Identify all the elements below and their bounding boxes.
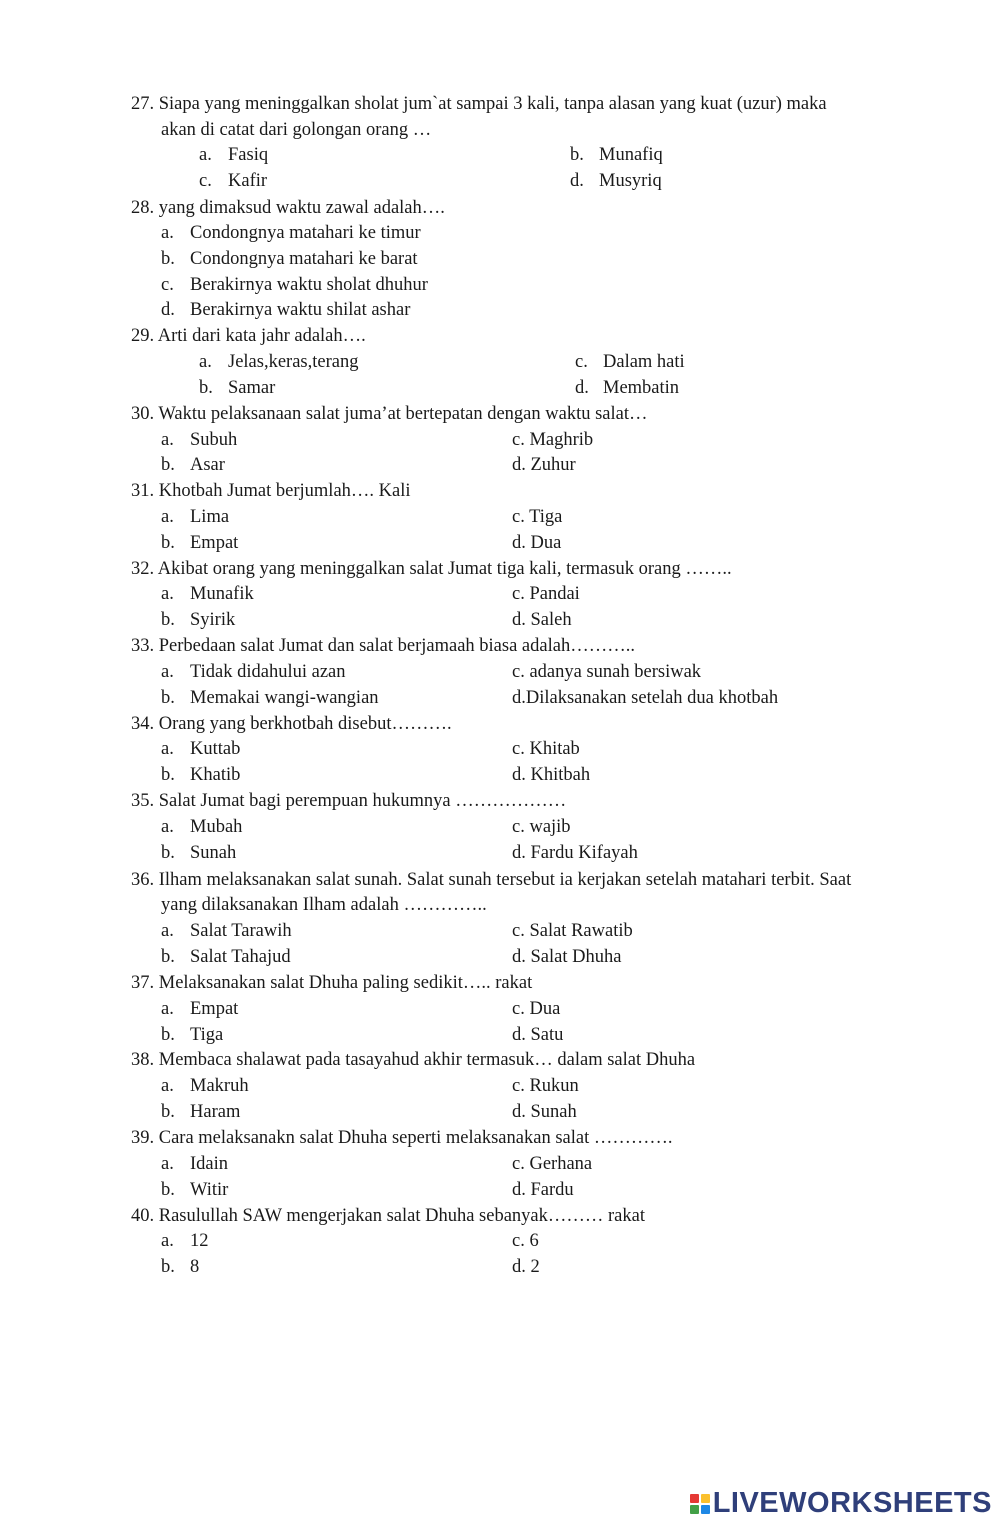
- q29-option-a-letter: a.: [199, 352, 212, 372]
- q34-question: 34. Orang yang berkhotbah disebut……….: [131, 714, 452, 734]
- q30-option-c: c. Maghrib: [512, 430, 594, 450]
- q39-option-c: c. Gerhana: [512, 1154, 593, 1174]
- q37-option-b-text: Tiga: [190, 1025, 224, 1045]
- q28-option-c-letter: c.: [161, 275, 174, 295]
- q30-option-b-letter: b.: [161, 455, 175, 475]
- logo-cell-green: [690, 1505, 699, 1514]
- q27-option-c-text: Kafir: [228, 171, 268, 191]
- q28-option-c-text: Berakirnya waktu sholat dhuhur: [190, 275, 428, 295]
- q30-option-b-text: Asar: [190, 455, 225, 475]
- q31-option-b-letter: b.: [161, 533, 175, 553]
- q33-option-b-letter: b.: [161, 688, 175, 708]
- q34-option-c: c. Khitab: [512, 739, 580, 759]
- logo-cell-blue: [701, 1505, 710, 1514]
- q34-option-b-text: Khatib: [190, 765, 241, 785]
- brand-name: LIVEWORKSHEETS: [712, 1487, 992, 1519]
- q38-option-b-text: Haram: [190, 1102, 241, 1122]
- q36-option-d: d. Salat Dhuha: [512, 947, 622, 967]
- q36-option-c: c. Salat Rawatib: [512, 921, 633, 941]
- q27-question-line2: akan di catat dari golongan orang …: [161, 120, 432, 140]
- q40-option-d: d. 2: [512, 1257, 540, 1277]
- q35-option-a-letter: a.: [161, 817, 174, 837]
- q40-option-a-letter: a.: [161, 1231, 174, 1251]
- q36-option-a-text: Salat Tarawih: [190, 921, 292, 941]
- q29-option-b-text: Samar: [228, 378, 276, 398]
- q29-option-c-text: Dalam hati: [603, 352, 685, 372]
- q39-option-a-letter: a.: [161, 1154, 174, 1174]
- q29-question: 29. Arti dari kata jahr adalah….: [131, 326, 366, 346]
- q35-option-b-text: Sunah: [190, 843, 237, 863]
- q33-question: 33. Perbedaan salat Jumat dan salat berjamaah biasa adalah………..: [131, 636, 635, 656]
- q38-option-c: c. Rukun: [512, 1076, 579, 1096]
- q34-option-a-text: Kuttab: [190, 739, 241, 759]
- q37-option-d: d. Satu: [512, 1025, 564, 1045]
- logo-cell-red: [690, 1494, 699, 1503]
- logo-cell-yellow: [701, 1494, 710, 1503]
- q39-option-b-text: Witir: [190, 1180, 229, 1200]
- q38-question: 38. Membaca shalawat pada tasayahud akhir termasuk… dalam salat Dhuha: [131, 1050, 696, 1070]
- q31-option-b-text: Empat: [190, 533, 239, 553]
- q33-option-b-text: Memakai wangi-wangian: [190, 688, 379, 708]
- q36-option-b-letter: b.: [161, 947, 175, 967]
- q37-question: 37. Melaksanakan salat Dhuha paling sedikit….. rakat: [131, 973, 533, 993]
- q38-option-b-letter: b.: [161, 1102, 175, 1122]
- q31-option-a-letter: a.: [161, 507, 174, 527]
- q36-question-line2: yang dilaksanakan Ilham adalah …………..: [161, 895, 487, 915]
- q38-option-a-text: Makruh: [190, 1076, 249, 1096]
- q38-option-a-letter: a.: [161, 1076, 174, 1096]
- q31-option-d: d. Dua: [512, 533, 562, 553]
- q30-option-d: d. Zuhur: [512, 455, 576, 475]
- q28-option-a-text: Condongnya matahari ke timur: [190, 223, 421, 243]
- q31-option-a-text: Lima: [190, 507, 230, 527]
- q32-option-c: c. Pandai: [512, 584, 580, 604]
- q31-option-c: c. Tiga: [512, 507, 563, 527]
- q35-option-a-text: Mubah: [190, 817, 243, 837]
- q33-option-c: c. adanya sunah bersiwak: [512, 662, 702, 682]
- q28-option-d-letter: d.: [161, 300, 175, 320]
- q32-question: 32. Akibat orang yang meninggalkan salat Jumat tiga kali, termasuk orang ……..: [131, 559, 732, 579]
- q33-option-a-text: Tidak didahului azan: [190, 662, 346, 682]
- q39-option-d: d. Fardu: [512, 1180, 574, 1200]
- q29-option-d-letter: d.: [575, 378, 589, 398]
- q28-question: 28. yang dimaksud waktu zawal adalah….: [131, 198, 445, 218]
- q35-option-b-letter: b.: [161, 843, 175, 863]
- q28-option-d-text: Berakirnya waktu shilat ashar: [190, 300, 411, 320]
- q36-option-b-text: Salat Tahajud: [190, 947, 291, 967]
- q33-option-d: d.Dilaksanakan setelah dua khotbah: [512, 688, 779, 708]
- q35-question: 35. Salat Jumat bagi perempuan hukumnya ………………: [131, 791, 567, 811]
- q27-option-d-letter: d.: [570, 171, 584, 191]
- q32-option-a-text: Munafik: [190, 584, 254, 604]
- q34-option-a-letter: a.: [161, 739, 174, 759]
- q40-option-c: c. 6: [512, 1231, 539, 1251]
- q39-option-a-text: Idain: [190, 1154, 229, 1174]
- q27-question-line1: 27. Siapa yang meninggalkan sholat jum`at sampai 3 kali, tanpa alasan yang kuat (uzur) maka: [131, 94, 827, 114]
- q37-option-a-text: Empat: [190, 999, 239, 1019]
- q33-option-a-letter: a.: [161, 662, 174, 682]
- q40-option-b-text: 8: [190, 1257, 200, 1277]
- q37-option-c: c. Dua: [512, 999, 561, 1019]
- q27-option-b-text: Munafiq: [599, 145, 663, 165]
- q30-question: 30. Waktu pelaksanaan salat juma’at bertepatan dengan waktu salat…: [131, 404, 648, 424]
- q36-question-line1: 36. Ilham melaksanakan salat sunah. Salat sunah tersebut ia kerjakan setelah matahari terbit. Saat: [131, 870, 852, 890]
- q36-option-a-letter: a.: [161, 921, 174, 941]
- q32-option-d: d. Saleh: [512, 610, 572, 630]
- q28-option-b-letter: b.: [161, 249, 175, 269]
- q34-option-d: d. Khitbah: [512, 765, 591, 785]
- q29-option-d-text: Membatin: [603, 378, 680, 398]
- q35-option-c: c. wajib: [512, 817, 571, 837]
- q31-question: 31. Khotbah Jumat berjumlah…. Kali: [131, 481, 411, 501]
- liveworksheets-logo-icon: [690, 1494, 710, 1514]
- q34-option-b-letter: b.: [161, 765, 175, 785]
- q28-option-a-letter: a.: [161, 223, 174, 243]
- q40-option-a-text: 12: [190, 1231, 209, 1251]
- q37-option-a-letter: a.: [161, 999, 174, 1019]
- q30-option-a-text: Subuh: [190, 430, 238, 450]
- q39-option-b-letter: b.: [161, 1180, 175, 1200]
- q27-option-a-text: Fasiq: [228, 145, 269, 165]
- q29-option-b-letter: b.: [199, 378, 213, 398]
- q39-question: 39. Cara melaksanakn salat Dhuha seperti melaksanakan salat ………….: [131, 1128, 673, 1148]
- q29-option-a-text: Jelas,keras,terang: [228, 352, 359, 372]
- q35-option-d: d. Fardu Kifayah: [512, 843, 638, 863]
- q37-option-b-letter: b.: [161, 1025, 175, 1045]
- q40-question: 40. Rasulullah SAW mengerjakan salat Dhuha sebanyak……… rakat: [131, 1206, 645, 1226]
- q27-option-b-letter: b.: [570, 145, 584, 165]
- q32-option-b-text: Syirik: [190, 610, 236, 630]
- q27-option-c-letter: c.: [199, 171, 212, 191]
- q30-option-a-letter: a.: [161, 430, 174, 450]
- q38-option-d: d. Sunah: [512, 1102, 577, 1122]
- q29-option-c-letter: c.: [575, 352, 588, 372]
- liveworksheets-brand: [690, 1487, 992, 1520]
- q40-option-b-letter: b.: [161, 1257, 175, 1277]
- q32-option-b-letter: b.: [161, 610, 175, 630]
- q32-option-a-letter: a.: [161, 584, 174, 604]
- q27-option-a-letter: a.: [199, 145, 212, 165]
- q28-option-b-text: Condongnya matahari ke barat: [190, 249, 418, 269]
- q27-option-d-text: Musyriq: [599, 171, 662, 191]
